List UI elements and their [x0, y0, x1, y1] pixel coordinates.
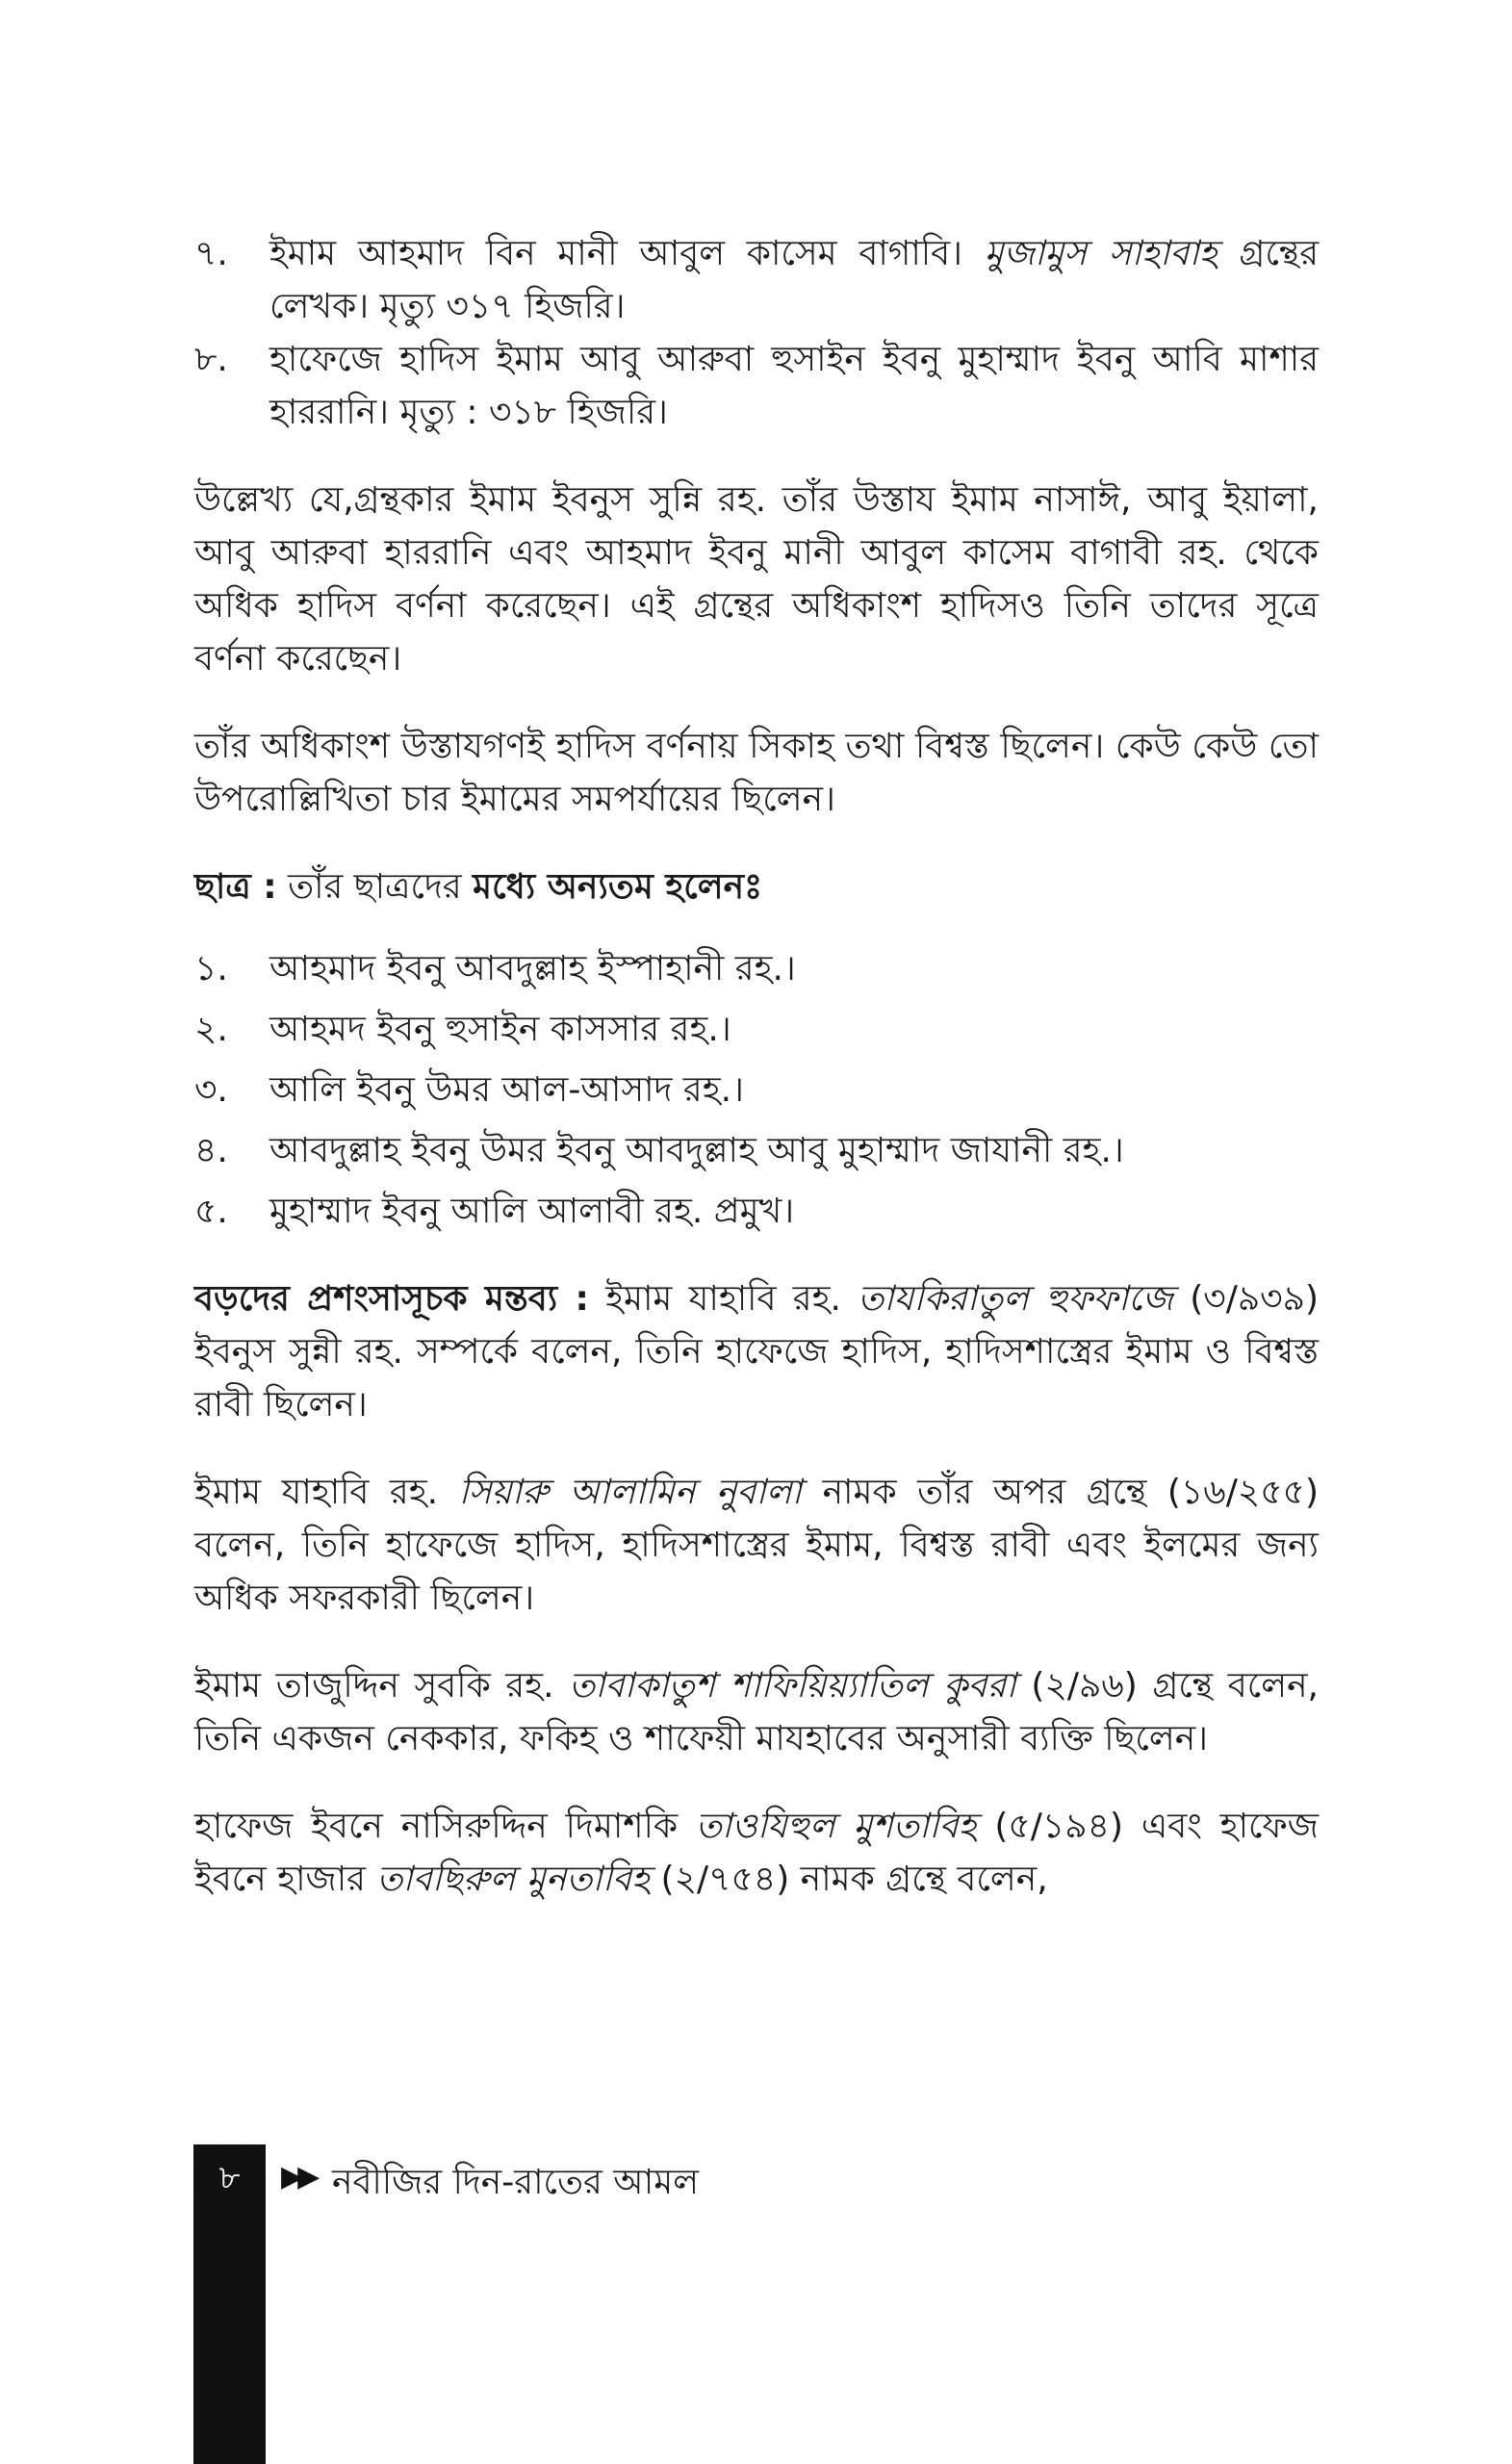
list-text: [269, 227, 1319, 333]
students-text: তাঁর ছাত্রদের: [276, 867, 474, 907]
list-item: [121, 1124, 1319, 1177]
list-text: হাফেজে হাদিস ইমাম আবু আরুবা হুসাইন ইবনু মুহাম্মাদ ইবনু আবি মাশার হাররানি। মৃত্যু : ৩১৮ হিজরি।: [269, 340, 1319, 432]
list-number: ৮.: [194, 340, 228, 379]
paragraph-praise: [194, 1272, 1319, 1431]
top-numbered-list: [121, 227, 1319, 439]
paragraph-subki: [194, 1659, 1319, 1765]
list-text-part: গ্রন্থের লেখক। মৃত্যু ৩১৭ হিজরি।: [269, 234, 1319, 326]
list-number: ৭.: [194, 234, 228, 273]
praise-text: (৩/৯৩৯) ইবনুস সুন্নী রহ. সম্পর্কে বলেন, তিনি হাফেজে হাদিস, হাদিসশাস্ত্রের ইমাম ও বিশ্বস্ত রাবী ছিলেন।: [194, 1279, 1319, 1424]
list-number: ২.: [194, 1010, 228, 1049]
list-number: ৫.: [194, 1192, 228, 1231]
paragraph-teachers: উল্লেখ্য যে,গ্রন্থকার ইমাম ইবনুস সুন্নি রহ. তাঁর উস্তায ইমাম নাসাঈ, আবু ইয়ালা, আবু আরুবা হাররানি এবং আহমাদ ইবনু মানী আবুল কাসেম বাগাবী রহ. থেকে অধিক হাদিস বর্ণনা করেছেন। এই গ্রন্থের অধিকাংশ হাদিসও তিনি তাদের সূত্রে বর্ণনা করেছেন।: [194, 480, 1319, 679]
paragraph-text: (২/৭৫৪) নামক গ্রন্থে বলেন,: [650, 1860, 1048, 1899]
paragraph-text: (৫/১৯৪) এবং হাফেজ ইবনে হাজার: [194, 1807, 1319, 1899]
students-list: [121, 942, 1319, 1238]
list-item: [121, 1185, 1319, 1238]
paragraph-text: ইমাম যাহাবি রহ.: [194, 1473, 459, 1512]
list-item: [121, 1003, 1319, 1056]
paragraph-trustworthy: তাঁর অধিকাংশ উস্তাযগণই হাদিস বর্ণনায় সিকাহ তথা বিশ্বস্ত ছিলেন। কেউ কেউ তো উপরোল্লিখিতা চার ইমামের সমপর্যায়ের ছিলেন।: [194, 727, 1319, 819]
book-title-italic: মুজামুস সাহাবাহ: [984, 234, 1217, 273]
book-title-italic: সিয়ারু আলামিন নুবালা: [458, 1473, 803, 1512]
students-label: ছাত্র :: [194, 867, 277, 907]
book-title-italic: তাওযিহুল মুশতাবিহ: [695, 1807, 977, 1846]
list-text: আলি ইবনু উমর আল-আসাদ রহ.।: [269, 1070, 744, 1110]
paragraph-text: নামক তাঁর অপর গ্রন্থে (১৬/২৫৫) বলেন, তিনি হাফেজে হাদিস, হাদিসশাস্ত্রের ইমাম, বিশ্বস্ত রাবী এবং ইলমের জন্য অধিক সফরকারী ছিলেন।: [194, 1473, 1319, 1618]
list-item: [121, 227, 1319, 333]
students-heading: [194, 860, 1319, 913]
page-number: ৮: [193, 2144, 266, 2217]
book-title-italic: তাযকিরাতুল হুফফাজে: [858, 1279, 1173, 1319]
double-arrow-icon: ▶▶: [281, 2160, 315, 2194]
list-text: আবদুল্লাহ ইবনু উমর ইবনু আবদুল্লাহ আবু মুহাম্মাদ জাযানী রহ.।: [269, 1131, 1124, 1170]
book-title-italic: তাবাকাতুশ শাফিয়িয়্যাতিল কুবরা: [569, 1666, 1016, 1706]
students-bold-tail: মধ্যে অন্যতম হলেনঃ: [473, 867, 763, 907]
list-text: আহমাদ ইবনু আবদুল্লাহ ইস্পাহানী রহ.।: [269, 949, 796, 988]
paragraph-siyar: [194, 1466, 1319, 1625]
list-number: ৪.: [194, 1131, 228, 1170]
praise-text: ইমাম যাহাবি রহ.: [588, 1279, 859, 1319]
paragraph-text: (২/৯৬) গ্রন্থে বলেন, তিনি একজন নেককার, ফকিহ ও শাফেয়ী মাযহাবের অনুসারী ব্যক্তি ছিলেন।: [194, 1666, 1319, 1758]
page-body: [194, 227, 1319, 1906]
list-number: ১.: [194, 949, 228, 988]
book-title-footer: নবীজির দিন-রাতের আমল: [332, 2163, 700, 2202]
list-text: মুহাম্মাদ ইবনু আলি আলাবী রহ. প্রমুখ।: [269, 1192, 795, 1231]
list-item: [121, 1064, 1319, 1116]
praise-label: বড়দের প্রশংসাসূচক মন্তব্য :: [194, 1279, 589, 1319]
paragraph-hafez: [194, 1800, 1319, 1906]
list-number: ৩.: [194, 1070, 228, 1110]
list-item: [121, 942, 1319, 995]
list-text: আহমদ ইবনু হুসাইন কাসসার রহ.।: [269, 1010, 731, 1049]
book-title-italic: তাবছিরুল মুনতাবিহ: [376, 1860, 651, 1899]
list-text-part: ইমাম আহমাদ বিন মানী আবুল কাসেম বাগাবি।: [269, 234, 985, 273]
paragraph-text: ইমাম তাজুদ্দিন সুবকি রহ.: [194, 1666, 570, 1706]
list-item: [121, 333, 1319, 439]
paragraph-text: হাফেজ ইবনে নাসিরুদ্দিন দিমাশকি: [194, 1807, 696, 1846]
